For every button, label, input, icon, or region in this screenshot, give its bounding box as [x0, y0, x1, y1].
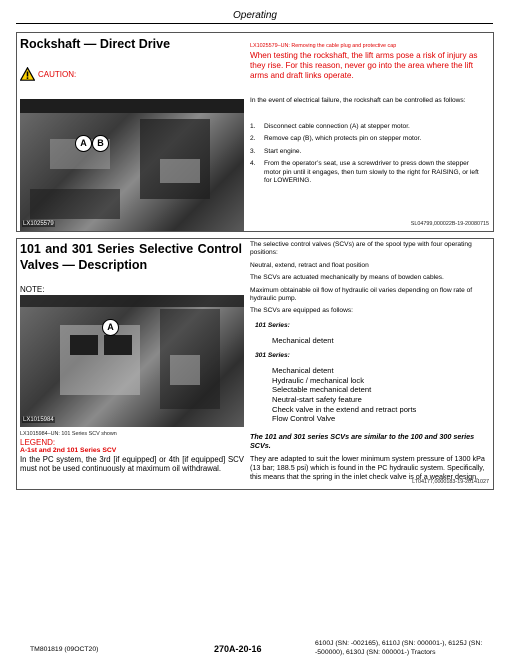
- list-item: Mechanical detent: [272, 366, 334, 376]
- rockshaft-steps: [250, 123, 486, 189]
- rockshaft-section: [16, 32, 494, 232]
- footer-models: 6100J (SN: -002165), 6110J (SN: 000001-), 6125J (SN: -500000), 6130J (SN: 000001-) Tractors: [315, 640, 483, 656]
- rockshaft-reference: SL04799,000022B-19-20080715: [410, 221, 489, 227]
- scv-title: 101 and 301 Series Selective Control Valves — Description: [20, 242, 242, 272]
- list-item: Check valve in the extend and retract ports: [272, 404, 417, 414]
- step-item: 4. From the operator’s seat, use a screwdriver to press down the stepper motor pin until it engages, then turn slowly to the right for RAISING, or left for LOWERING.: [250, 160, 479, 185]
- scv-paragraph: The SCVs are actuated mechanically by means of bowden cables.: [250, 274, 444, 282]
- list-item: Flow Control Valve: [272, 414, 336, 424]
- rockshaft-intro: In the event of electrical failure, the rockshaft can be controlled as follows:: [250, 97, 466, 104]
- scv-reference: LT04177,0000183-19-20141027: [412, 479, 489, 485]
- step-item: 1. Disconnect cable connection (A) at stepper motor.: [250, 123, 410, 130]
- footer-manual-id: TM801819 (09OCT20): [30, 646, 99, 653]
- callout-a: A: [102, 319, 119, 336]
- rockshaft-warning-text: When testing the rockshaft, the lift arms pose a risk of injury as they rise. For this reason, never go into the area where the lift arms and draft links operate.: [250, 51, 478, 80]
- pc-system-note: In the PC system, the 3rd [if equipped] or 4th [if equipped] SCV must not be used continuously at maximum oil withdrawal.: [20, 455, 244, 474]
- callout-b: B: [92, 135, 109, 152]
- header-rule: [16, 23, 493, 24]
- series-301-label: 301 Series:: [255, 351, 290, 359]
- list-item: Hydraulic / mechanical lock: [272, 375, 365, 385]
- step-item: 2. Remove cap (B), which protects pin on stepper motor.: [250, 135, 422, 143]
- caution-block: [20, 67, 140, 83]
- list-item: Selectable mechanical detent: [272, 385, 372, 395]
- series-301-list: [250, 366, 488, 424]
- rockshaft-photo-id: LX1025579: [23, 221, 54, 227]
- series-101-item: Mechanical detent: [272, 336, 334, 346]
- scv-paragraph: Neutral, extend, retract and float position: [250, 261, 369, 269]
- rockshaft-figure-caption: LX1025579–UN: Removing the cable plug and protective cap: [250, 43, 397, 49]
- step-item: 3. Start engine.: [250, 147, 302, 155]
- scv-similar-note: The 101 and 301 series SCVs are similar to the 100 and 300 series SCVs.: [250, 431, 475, 450]
- rockshaft-title: Rockshaft — Direct Drive: [20, 37, 171, 51]
- legend-item: A-1st and 2nd 101 Series SCV: [20, 447, 117, 454]
- scv-paragraph: The SCVs are equipped as follows:: [250, 307, 353, 315]
- scv-paragraph: The selective control valves (SCVs) are of the spool type with four operating positions:: [250, 241, 472, 257]
- scv-section: [16, 238, 494, 490]
- list-item: Neutral-start safety feature: [272, 395, 362, 405]
- callout-a: A: [75, 135, 92, 152]
- page-section-header: Operating: [233, 10, 277, 21]
- caution-label: CAUTION:: [38, 70, 77, 79]
- scv-figure-caption: LX1015984–UN: 101 Series SCV shown: [20, 431, 117, 437]
- footer-page-number: 270A-20-16: [214, 644, 262, 654]
- series-101-label: 101 Series:: [255, 321, 290, 329]
- rockshaft-photo: [20, 99, 244, 231]
- caution-warning-icon: [20, 67, 35, 81]
- legend-label: LEGEND:: [20, 438, 56, 447]
- scv-photo: [20, 295, 244, 427]
- scv-paragraph: Maximum obtainable oil flow of hydraulic oil varies depending on flow rate of hydraulic pump.: [250, 286, 473, 303]
- note-label: NOTE:: [20, 285, 45, 294]
- scv-right-column: [250, 241, 488, 481]
- scv-adapted-note: They are adapted to suit the lower minimum system pressure of 1300 kPa (13 bar; 188.5 psi) which is found in the PC hydraulic system. Specifically, this means that the spring in the inlet check valve is of a weaker design.: [250, 453, 485, 481]
- scv-photo-id: LX1015984: [23, 417, 54, 423]
